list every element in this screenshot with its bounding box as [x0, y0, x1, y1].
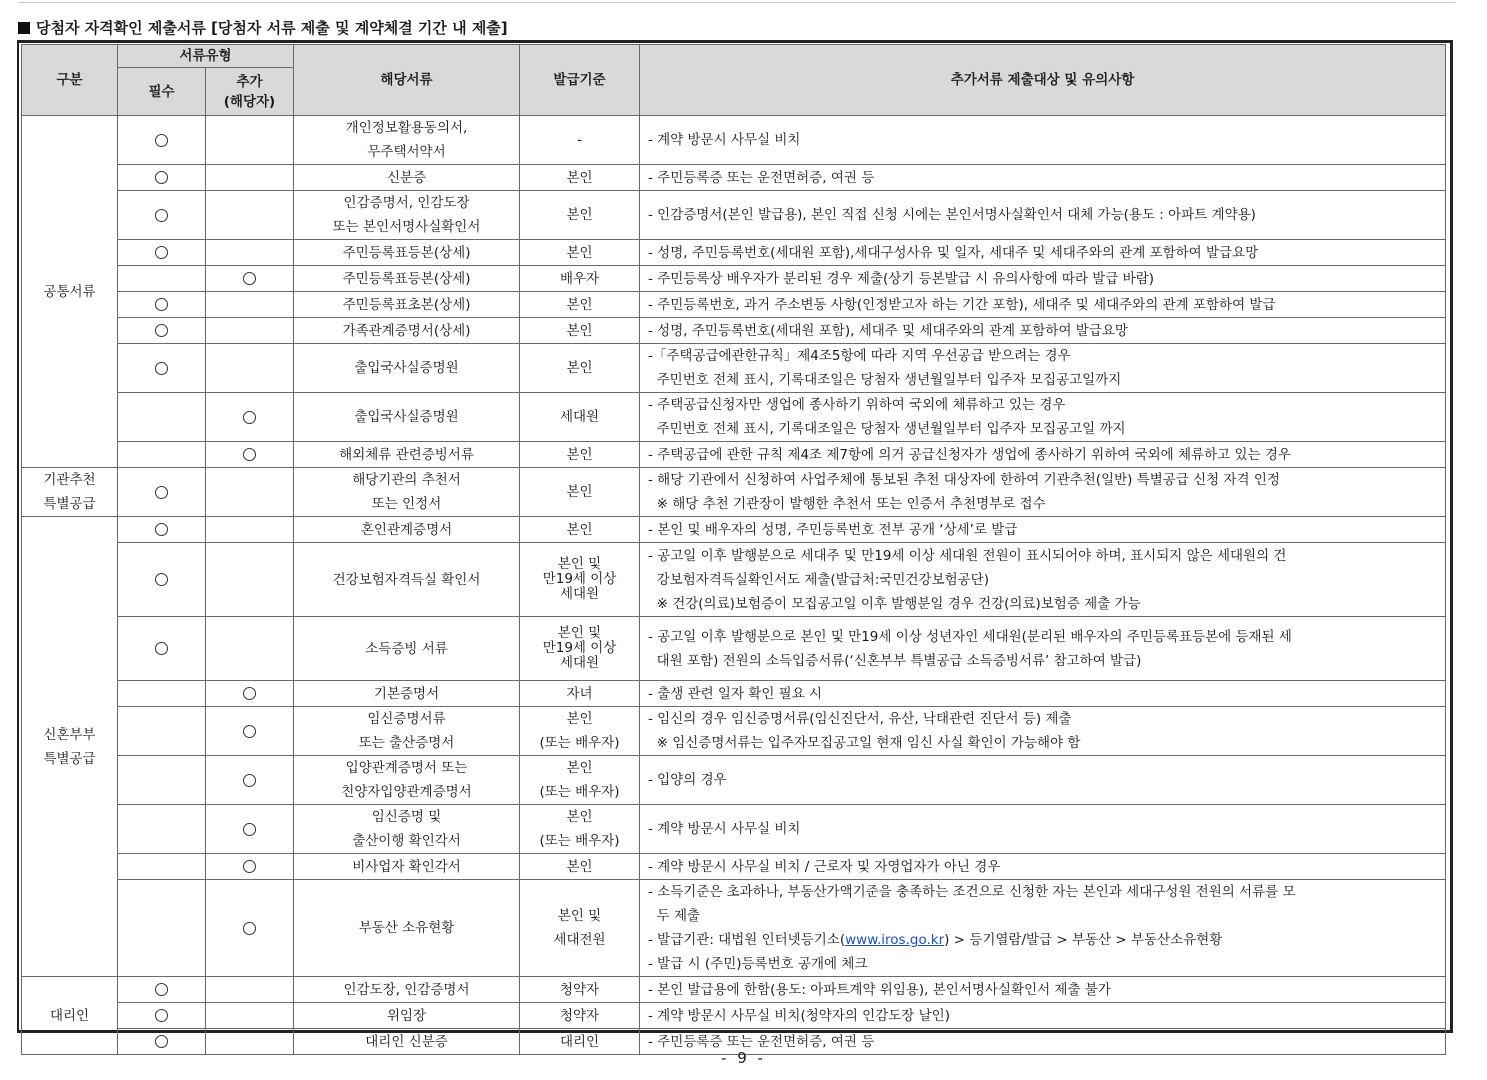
notes-cell [640, 266, 1446, 292]
notes-cell [640, 707, 1446, 756]
note-line: - 본인 발급용에 한함(용도: 아파트계약 위임용), 본인서명사실확인서 제출 불가 [648, 981, 1111, 998]
note-line: - 계약 방문시 사무실 비치(청약자의 인감도장 날인) [648, 1007, 950, 1024]
issuance-basis-cell: 본인 [520, 191, 640, 240]
documents-table [21, 44, 1446, 1055]
note-line: - 주민등록상 배우자가 분리된 경우 제출(상기 등본발급 시 유의사항에 따라 발급 바람) [648, 270, 1155, 287]
note-line: - 계약 방문시 사무실 비치 / 근로자 및 자영업자가 아닌 경우 [648, 858, 1001, 875]
issuance-basis-cell: 세대원 [520, 393, 640, 442]
additional-cell [206, 1003, 294, 1029]
issuance-basis-cell: 본인 [520, 854, 640, 880]
notes-cell [640, 756, 1446, 805]
table-row [22, 977, 1446, 1003]
notes-cell [640, 116, 1446, 165]
circle-mark-icon [243, 725, 256, 738]
note-line: - 계약 방문시 사무실 비치 [648, 821, 801, 837]
circle-mark-icon [155, 362, 168, 375]
section-title-text: 당첨자 자격확인 제출서류 [당첨자 서류 제출 및 계약체결 기간 내 제출] [36, 19, 508, 37]
note-line: 두 제출 [648, 908, 701, 924]
note-line: - 주민등록증 또는 운전면허증, 여권 등 [648, 169, 875, 186]
notes-cell [640, 805, 1446, 854]
notes-cell [640, 617, 1446, 681]
document-name-cell: 출입국사실증명원 [294, 393, 520, 442]
circle-mark-icon [243, 448, 256, 461]
additional-cell [206, 191, 294, 240]
required-cell [118, 393, 206, 442]
document-name-cell: 기본증명서 [294, 681, 520, 707]
notes-cell [640, 681, 1446, 707]
required-cell [118, 165, 206, 191]
additional-cell [206, 617, 294, 681]
circle-mark-icon [155, 1035, 168, 1048]
notes-cell [640, 854, 1446, 880]
table-row [22, 854, 1446, 880]
note-line: ※ 임신증명서류는 입주자모집공고일 현재 임신 사실 확인이 가능해야 함 [648, 735, 1081, 751]
page-number: - 9 - [721, 1049, 766, 1067]
section-title [18, 18, 1455, 40]
table-row [22, 756, 1446, 805]
category-cell: 대리인 [22, 977, 118, 1055]
additional-cell [206, 442, 294, 468]
circle-mark-icon [243, 687, 256, 700]
additional-cell [206, 240, 294, 266]
table-row [22, 617, 1446, 681]
additional-cell [206, 468, 294, 517]
circle-mark-icon [155, 642, 168, 655]
issuance-basis-cell: 청약자 [520, 1003, 640, 1029]
required-cell [118, 681, 206, 707]
issuance-basis-cell: 본인 [520, 318, 640, 344]
table-row [22, 880, 1446, 977]
document-name-cell: 가족관계증명서(상세) [294, 318, 520, 344]
issuance-basis-cell: 본인 [520, 165, 640, 191]
header-documents: 해당서류 [294, 45, 520, 116]
notes-cell [640, 318, 1446, 344]
note-line: 주민번호 전체 표시, 기록대조일은 당첨자 생년월일부터 입주자 모집공고일까지 [648, 372, 1122, 388]
table-row [22, 707, 1446, 756]
issuance-basis-cell: 본인 (또는 배우자) [520, 707, 640, 756]
circle-mark-icon [243, 272, 256, 285]
header-required: 필수 [118, 68, 206, 116]
required-cell [118, 318, 206, 344]
circle-mark-icon [155, 1009, 168, 1022]
table-row [22, 543, 1446, 617]
circle-mark-icon [155, 573, 168, 586]
table-row [22, 805, 1446, 854]
additional-cell [206, 805, 294, 854]
document-name-cell: 주민등록표초본(상세) [294, 292, 520, 318]
document-name-cell: 건강보험자격득실 확인서 [294, 543, 520, 617]
additional-cell [206, 393, 294, 442]
table-row [22, 240, 1446, 266]
required-cell [118, 543, 206, 617]
required-cell [118, 116, 206, 165]
required-cell [118, 344, 206, 393]
notes-cell [640, 344, 1446, 393]
header-doc-type: 서류유형 [118, 45, 294, 68]
note-line: - 계약 방문시 사무실 비치 [648, 132, 801, 148]
issuance-basis-cell: 배우자 [520, 266, 640, 292]
required-cell [118, 617, 206, 681]
notes-cell [640, 393, 1446, 442]
note-line: ※ 건강(의료)보험증이 모집공고일 이후 발행분일 경우 건강(의료)보험증 제출 가능 [648, 595, 1141, 612]
required-cell [118, 442, 206, 468]
note-line: - 주민등록번호, 과거 주소변동 사항(인정받고자 하는 기간 포함), 세대주 및 세대주와의 관계 포함하여 발급 [648, 296, 1276, 313]
issuance-basis-cell: 대리인 [520, 1029, 640, 1055]
additional-cell [206, 880, 294, 977]
table-row [22, 318, 1446, 344]
issuance-basis-cell: 청약자 [520, 977, 640, 1003]
document-name-cell: 부동산 소유현황 [294, 880, 520, 977]
additional-cell [206, 266, 294, 292]
table-row [22, 442, 1446, 468]
issuance-basis-cell: 본인 및 만19세 이상 세대원 [520, 617, 640, 681]
additional-cell [206, 116, 294, 165]
document-name-cell: 혼인관계증명서 [294, 517, 520, 543]
table-row [22, 165, 1446, 191]
document-name-cell: 위임장 [294, 1003, 520, 1029]
table-row [22, 393, 1446, 442]
document-name-cell: 해외체류 관련증빙서류 [294, 442, 520, 468]
note-line: ※ 해당 추천 기관장이 발행한 추천서 또는 인증서 추천명부로 접수 [648, 496, 1046, 512]
additional-cell [206, 543, 294, 617]
document-name-cell: 비사업자 확인각서 [294, 854, 520, 880]
circle-mark-icon [243, 411, 256, 424]
note-line: - 주택공급신청자만 생업에 종사하기 위하여 국외에 체류하고 있는 경우 [648, 397, 1066, 413]
notes-cell [640, 543, 1446, 617]
note-line: -「주택공급에관한규칙」제4조5항에 따라 지역 우선공급 받으려는 경우 [648, 348, 1071, 364]
note-line: - 공고일 이후 발행분으로 세대주 및 만19세 이상 세대원 전원이 표시되어야 하며, 표시되지 않은 세대원의 건 [648, 547, 1287, 564]
document-name-cell: 개인정보활용동의서, 무주택서약서 [294, 116, 520, 165]
table-row [22, 116, 1446, 165]
note-line: - 성명, 주민등록번호(세대원 포함),세대구성사유 및 일자, 세대주 및 세대주와의 관계 포함하여 발급요망 [648, 244, 1259, 261]
additional-cell [206, 344, 294, 393]
note-line: - 입양의 경우 [648, 772, 727, 788]
issuance-basis-cell: 본인 (또는 배우자) [520, 756, 640, 805]
table-header [22, 45, 1446, 116]
additional-cell [206, 165, 294, 191]
document-name-cell: 신분증 [294, 165, 520, 191]
note-line: - 주택공급에 관한 규칙 제4조 제7항에 의거 공급신청자가 생업에 종사하기 위하여 국외에 체류하고 있는 경우 [648, 446, 1291, 463]
issuance-basis-cell: 본인 [520, 468, 640, 517]
table-row [22, 191, 1446, 240]
note-line: - 주민등록증 또는 운전면허증, 여권 등 [648, 1033, 875, 1050]
issuance-basis-cell: 본인 [520, 344, 640, 393]
required-cell [118, 266, 206, 292]
issuance-basis-cell: 본인 및 세대전원 [520, 880, 640, 977]
notes-cell [640, 165, 1446, 191]
circle-mark-icon [155, 523, 168, 536]
header-additional: 추가 (해당자) [206, 68, 294, 116]
document-name-cell: 주민등록표등본(상세) [294, 266, 520, 292]
circle-mark-icon [155, 324, 168, 337]
issuance-basis-cell: 자녀 [520, 681, 640, 707]
category-cell: 공통서류 [22, 116, 118, 468]
document-name-cell: 주민등록표등본(상세) [294, 240, 520, 266]
header-issuance: 발급기준 [520, 45, 640, 116]
required-cell [118, 977, 206, 1003]
table-row [22, 292, 1446, 318]
table-row [22, 468, 1446, 517]
notes-cell [640, 240, 1446, 266]
notes-cell [640, 292, 1446, 318]
table-row [22, 1003, 1446, 1029]
circle-mark-icon [155, 486, 168, 499]
issuance-basis-cell: 본인 및 만19세 이상 세대원 [520, 543, 640, 617]
circle-mark-icon [155, 983, 168, 996]
note-line: - 발급기관: 대법원 인터넷등기소(www.iros.go.kr) > 등기열람/발급 > 부동산 > 부동산소유현황 [648, 932, 1223, 948]
additional-cell [206, 318, 294, 344]
additional-cell [206, 681, 294, 707]
circle-mark-icon [243, 823, 256, 836]
issuance-basis-cell: 본인 (또는 배우자) [520, 805, 640, 854]
notes-cell [640, 468, 1446, 517]
circle-mark-icon [155, 171, 168, 184]
issuance-basis-cell: - [520, 116, 640, 165]
document-name-cell: 인감증명서, 인감도장 또는 본인서명사실확인서 [294, 191, 520, 240]
circle-mark-icon [243, 922, 256, 935]
circle-mark-icon [155, 134, 168, 147]
issuance-basis-cell: 본인 [520, 240, 640, 266]
additional-cell [206, 517, 294, 543]
document-name-cell: 대리인 신분증 [294, 1029, 520, 1055]
registry-link[interactable]: www.iros.go.kr [845, 932, 945, 948]
table-body [22, 116, 1446, 1055]
required-cell [118, 707, 206, 756]
notes-cell [640, 1003, 1446, 1029]
note-line: - 출생 관련 일자 확인 필요 시 [648, 685, 823, 702]
header-category: 구분 [22, 45, 118, 116]
additional-cell [206, 854, 294, 880]
note-line: - 발급 시 (주민)등록번호 공개에 체크 [648, 956, 868, 972]
note-line: 강보험자격득실확인서도 제출(발급처:국민건강보험공단) [648, 571, 989, 588]
black-square-icon [18, 22, 30, 34]
notes-cell [640, 977, 1446, 1003]
required-cell [118, 191, 206, 240]
note-line: - 해당 기관에서 신청하여 사업주체에 통보된 추천 대상자에 한하여 기관추천(일반) 특별공급 신청 자격 인정 [648, 472, 1280, 488]
required-cell [118, 805, 206, 854]
notes-cell [640, 880, 1446, 977]
circle-mark-icon [155, 246, 168, 259]
required-cell [118, 756, 206, 805]
required-cell [118, 517, 206, 543]
circle-mark-icon [155, 209, 168, 222]
document-name-cell: 인감도장, 인감증명서 [294, 977, 520, 1003]
note-line: - 공고일 이후 발행분으로 본인 및 만19세 이상 성년자인 세대원(분리된 배우자의 주민등록표등본에 등재된 세 [648, 628, 1292, 645]
additional-cell [206, 707, 294, 756]
note-line: 대원 포함) 전원의 소득입증서류(‘신혼부부 특별공급 소득증빙서류’ 참고하여 발급) [648, 652, 1142, 669]
issuance-basis-cell: 본인 [520, 517, 640, 543]
note-line: - 소득기준은 초과하나, 부동산가액기준을 충족하는 조건으로 신청한 자는 본인과 세대구성원 전원의 서류를 모 [648, 884, 1296, 900]
required-cell [118, 468, 206, 517]
circle-mark-icon [155, 298, 168, 311]
document-name-cell: 임신증명서류 또는 출산증명서 [294, 707, 520, 756]
required-cell [118, 880, 206, 977]
table-row [22, 517, 1446, 543]
page-top-rule [18, 2, 1455, 3]
document-name-cell: 해당기관의 추천서 또는 인정서 [294, 468, 520, 517]
issuance-basis-cell: 본인 [520, 442, 640, 468]
category-cell: 기관추천 특별공급 [22, 468, 118, 517]
required-cell [118, 240, 206, 266]
table-row [22, 344, 1446, 393]
document-name-cell: 입양관계증명서 또는 친양자입양관계증명서 [294, 756, 520, 805]
table-row [22, 681, 1446, 707]
required-cell [118, 854, 206, 880]
circle-mark-icon [243, 774, 256, 787]
category-cell: 신혼부부 특별공급 [22, 517, 118, 977]
note-line: - 임신의 경우 임신증명서류(임신진단서, 유산, 낙태관련 진단서 등) 제출 [648, 711, 1072, 727]
circle-mark-icon [243, 860, 256, 873]
additional-cell [206, 292, 294, 318]
required-cell [118, 292, 206, 318]
required-cell [118, 1003, 206, 1029]
notes-cell [640, 517, 1446, 543]
issuance-basis-cell: 본인 [520, 292, 640, 318]
document-name-cell: 임신증명 및 출산이행 확인각서 [294, 805, 520, 854]
note-line: - 본인 및 배우자의 성명, 주민등록번호 전부 공개 ‘상세’로 발급 [648, 521, 1018, 538]
document-name-cell: 소득증빙 서류 [294, 617, 520, 681]
note-line: - 인감증명서(본인 발급용), 본인 직접 신청 시에는 본인서명사실확인서 대체 가능(용도 : 아파트 계약용) [648, 207, 1256, 223]
notes-cell [640, 442, 1446, 468]
note-line: 주민번호 전체 표시, 기록대조일은 당첨자 생년월일부터 입주자 모집공고일 까지 [648, 421, 1126, 437]
table-row [22, 266, 1446, 292]
header-notes: 추가서류 제출대상 및 유의사항 [640, 45, 1446, 116]
document-name-cell: 출입국사실증명원 [294, 344, 520, 393]
additional-cell [206, 756, 294, 805]
additional-cell [206, 977, 294, 1003]
note-line: - 성명, 주민등록번호(세대원 포함), 세대주 및 세대주와의 관계 포함하여 발급요망 [648, 322, 1128, 339]
notes-cell [640, 191, 1446, 240]
